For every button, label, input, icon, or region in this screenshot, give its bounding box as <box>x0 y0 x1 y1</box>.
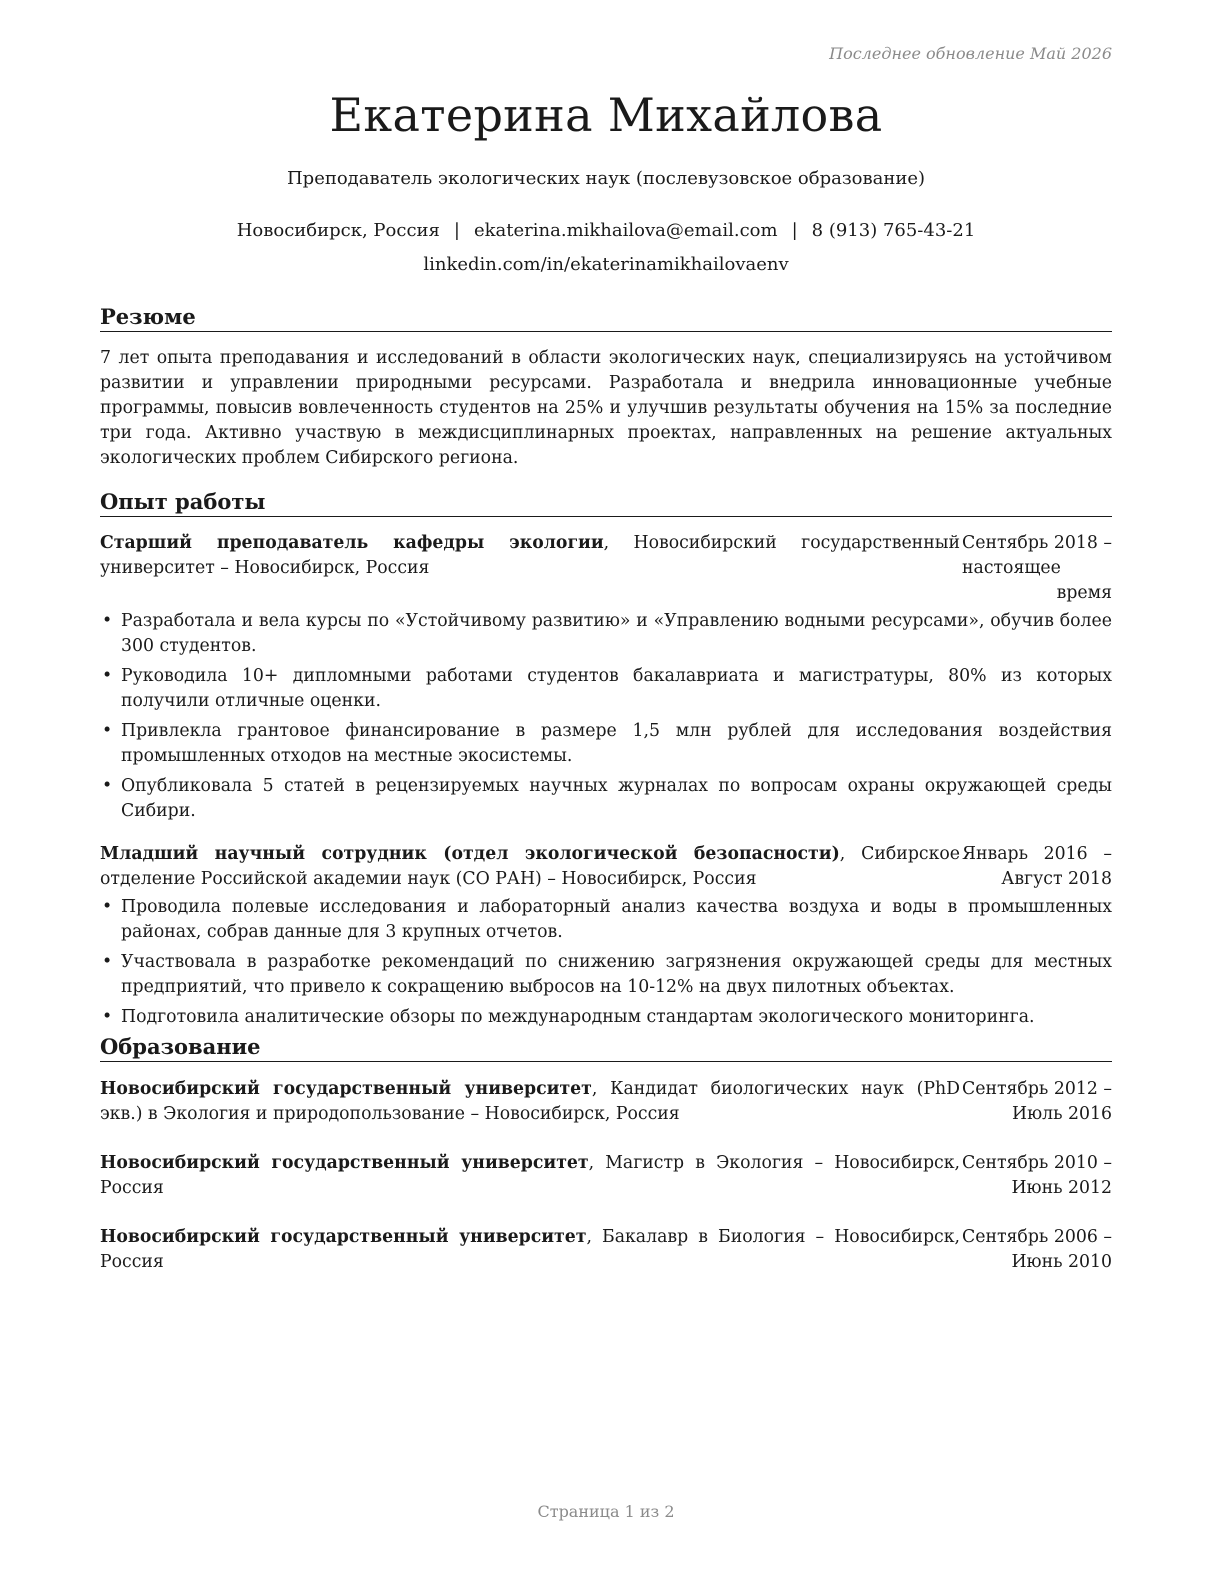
section-title-education: Образование <box>100 1034 1112 1062</box>
list-item: • Опубликовала 5 статей в рецензируемых научных журналах по вопросам охраны окружающей среды Сибири. <box>100 774 1112 824</box>
list-item: • Проводила полевые исследования и лабораторный анализ качества воздуха и воды в промышленных районах, собрав данные для 3 крупных отчетов. <box>100 895 1112 945</box>
job-heading <box>100 842 960 892</box>
job-header <box>100 531 1112 606</box>
job-entry <box>100 842 1112 1030</box>
education-entry <box>100 1077 1112 1127</box>
page-number: Страница 1 из 2 <box>537 1502 675 1521</box>
list-item: • Подготовила аналитические обзоры по международным стандартам экологического мониторинга. <box>100 1005 1112 1030</box>
job-role: Старший преподаватель кафедры экологии <box>100 533 604 553</box>
job-role: Младший научный сотрудник (отдел экологической безопасности) <box>100 844 840 864</box>
experience-section <box>100 489 1112 1035</box>
section-title-experience: Опыт работы <box>100 489 1112 517</box>
education-dates: Сентябрь 2010 – Июнь 2012 <box>962 1153 1112 1198</box>
list-item: • Привлекла грантовое финансирование в размере 1,5 млн рублей для исследования воздействия промышленных отходов на местные экосистемы. <box>100 719 1112 769</box>
education-entry <box>100 1151 1112 1201</box>
education-school: Новосибирский государственный университет <box>100 1153 589 1173</box>
education-degree: , Кандидат биологических наук (PhD экв.) в Экология и природопользование – Новосибирск, Россия <box>100 1079 960 1124</box>
candidate-name: Екатерина Михайлова <box>329 88 883 142</box>
job-org: , Сибирское отделение Российской академии наук (СО РАН) – Новосибирск, Россия <box>100 844 960 889</box>
contact-separator: | <box>453 220 460 241</box>
job-dates: Январь 2016 – Август 2018 <box>962 844 1112 889</box>
education-school: Новосибирский государственный университет <box>100 1079 592 1099</box>
list-item: • Руководила 10+ дипломными работами студентов бакалавриата и магистратуры, 80% из которых получили отличные оценки. <box>100 664 1112 714</box>
education-heading <box>100 1225 960 1275</box>
list-item: • Разработала и вела курсы по «Устойчивому развитию» и «Управлению водными ресурсами», обучив более 300 студентов. <box>100 609 1112 659</box>
candidate-title: Преподаватель экологических наук (послевузовское образование) <box>286 168 926 189</box>
job-dates: Сентябрь 2018 – настоящее время <box>962 533 1112 603</box>
job-org: , Новосибирский государственный университет – Новосибирск, Россия <box>100 533 960 578</box>
education-school: Новосибирский государственный университет <box>100 1227 587 1247</box>
contact-linkedin[interactable]: linkedin.com/in/ekaterinamikhailovaenv <box>423 254 789 275</box>
education-section <box>100 1034 1112 1275</box>
last-updated: Последнее обновление Май 2026 <box>829 44 1112 63</box>
education-heading <box>100 1077 960 1127</box>
list-item: • Участвовала в разработке рекомендаций по снижению загрязнения окружающей среды для местных предприятий, что привело к сокращению выбросов на 10-12% на двух пилотных объектах. <box>100 950 1112 1000</box>
job-heading <box>100 531 960 606</box>
education-dates: Сентябрь 2006 – Июнь 2010 <box>962 1227 1112 1272</box>
contact-email[interactable]: ekaterina.mikhailova@email.com <box>473 220 778 241</box>
education-degree: , Бакалавр в Биология – Новосибирск, Россия <box>100 1227 960 1272</box>
summary-section <box>100 304 1112 471</box>
contact-line <box>100 220 1112 241</box>
job-header <box>100 842 1112 892</box>
contact-phone[interactable]: 8 (913) 765-43-21 <box>811 220 976 241</box>
education-dates: Сентябрь 2012 – Июль 2016 <box>962 1079 1112 1124</box>
education-heading <box>100 1151 960 1201</box>
contact-location: Новосибирск, Россия <box>236 220 440 241</box>
job-bullets <box>100 895 1112 1030</box>
job-bullets <box>100 609 1112 824</box>
contact-separator: | <box>791 220 798 241</box>
job-entry <box>100 531 1112 824</box>
summary-text: 7 лет опыта преподавания и исследований в области экологических наук, специализируясь на устойчивом развитии и управлении природными ресурсами. Разработала и внедрила инновационные учебные программы, повысив вовлеченность студентов на 25% и улучшив результаты обучения на 15% за последние три года. Активно участвую в междисциплинарных проектах, направленных на решение актуальных экологических проблем Сибирского региона. <box>100 348 1112 468</box>
section-title-summary: Резюме <box>100 304 1112 332</box>
education-degree: , Магистр в Экология – Новосибирск, Россия <box>100 1153 960 1198</box>
education-entry <box>100 1225 1112 1275</box>
